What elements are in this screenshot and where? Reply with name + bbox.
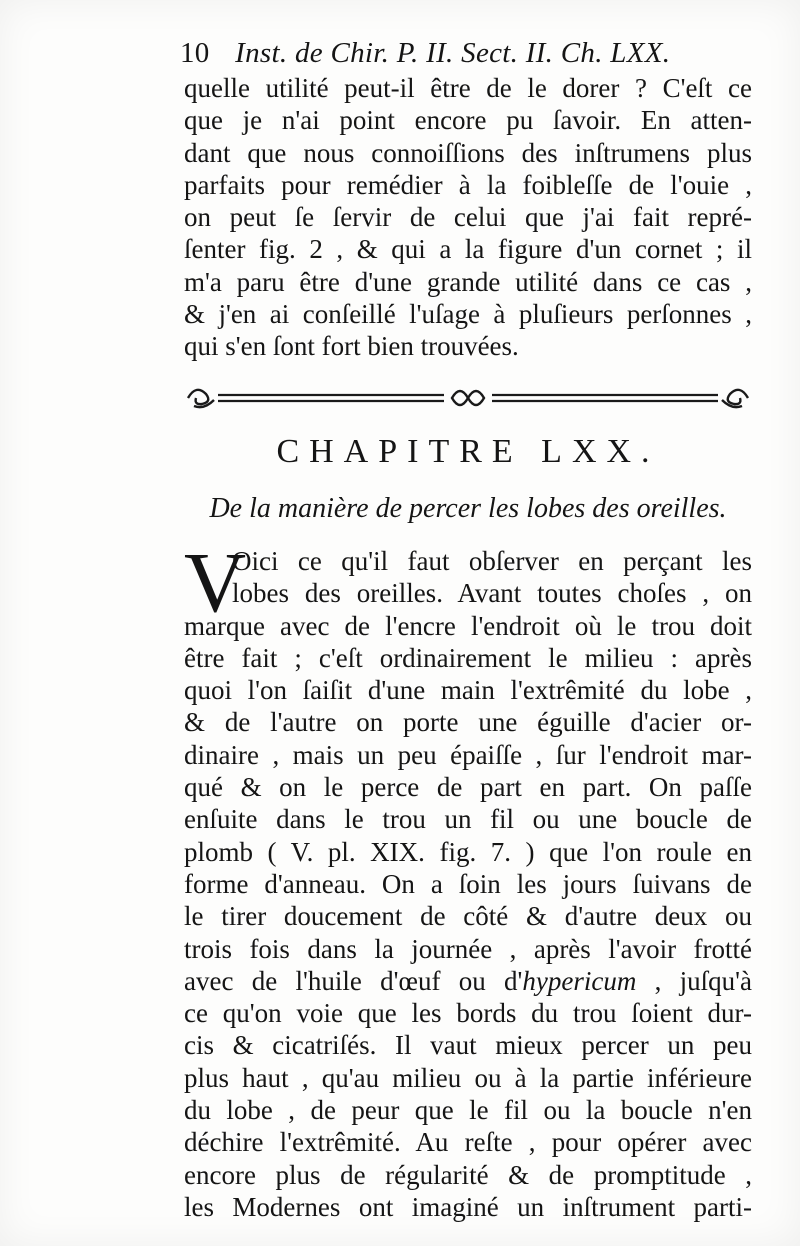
text-line: trois fois dans la journée , après l'avoir frotté bbox=[184, 933, 752, 964]
text-line: plus haut , qu'au milieu ou à la partie inférieure bbox=[184, 1062, 752, 1093]
text-line: ce qu'on voie que les bords du trou ſoient dur- bbox=[184, 998, 752, 1029]
running-head: Inst. de Chir. P. II. Sect. II. Ch. LXX. bbox=[235, 37, 671, 69]
text-line: forme d'anneau. On a ſoin les jours ſuivans de bbox=[184, 868, 752, 899]
text-line: être fait ; c'eſt ordinairement le milieu : après bbox=[184, 642, 752, 673]
text-line: marque avec de l'encre l'endroit où le trou doit bbox=[184, 610, 752, 641]
text-line: encore plus de régularité & de promptitude , bbox=[184, 1159, 752, 1190]
text-line: quelle utilité peut-il être de le dorer ? C'eſt ce bbox=[184, 73, 752, 103]
text-line: dant que nous connoiſſions des inſtrumens plus bbox=[184, 137, 752, 168]
text-line: ſenter fig. 2 , & qui a la figure d'un cornet ; il bbox=[184, 234, 752, 265]
text-line: qué & on le perce de part en part. On paſſe bbox=[184, 772, 752, 803]
text-line: quoi l'on ſaiſit d'une main l'extrêmité du lobe , bbox=[184, 675, 752, 706]
text-line: déchire l'extrêmité. Au reſte , pour opérer avec bbox=[184, 1127, 752, 1158]
text-line: m'a paru être d'une grande utilité dans ce cas , bbox=[184, 266, 752, 297]
chapter-title: CHAPITRE LXX. bbox=[276, 433, 660, 470]
italic-term: hypericum bbox=[522, 965, 637, 996]
text-line: plomb ( V. pl. XIX. fig. 7. ) que l'on roule en bbox=[184, 836, 752, 867]
text-line: le tirer doucement de côté & d'autre deux ou bbox=[184, 901, 752, 932]
text-line: Oici ce qu'il faut obſerver en perçant les bbox=[232, 546, 752, 576]
text-line: dinaire , mais un peu épaiſſe , ſur l'endroit mar- bbox=[184, 739, 752, 770]
text-line-italic bbox=[184, 965, 752, 997]
text-line: parfaits pour remédier à la foibleſſe de l'ouie , bbox=[184, 169, 752, 200]
text-line: cis & cicatriſés. Il vaut mieux percer un peu bbox=[184, 1030, 752, 1061]
drop-cap: V bbox=[184, 534, 247, 630]
text-segment: , juſqu'à bbox=[636, 965, 752, 996]
running-header bbox=[180, 36, 745, 70]
text-line: enſuite dans le trou un fil ou une boucle de bbox=[184, 804, 752, 835]
top-paragraph bbox=[184, 72, 752, 363]
text-line: les Modernes ont imaginé un inſtrument parti- bbox=[184, 1191, 752, 1222]
text-line: & de l'autre on porte une éguille d'acier or- bbox=[184, 707, 752, 738]
page-number: 10 bbox=[180, 37, 210, 69]
text-line: que je n'ai point encore pu ſavoir. En atten- bbox=[184, 105, 752, 136]
chapter-body bbox=[184, 534, 752, 1223]
chapter-subtitle: De la manière de percer les lobes des oreilles. bbox=[209, 493, 727, 524]
text-segment: avec de l'huile d'œuf ou d' bbox=[184, 965, 523, 996]
text-line: du lobe , de peur que le fil ou la boucle n'en bbox=[184, 1095, 752, 1126]
text-line: qui s'en ſont fort bien trouvées. bbox=[184, 331, 519, 362]
printer-ornament-rule bbox=[184, 378, 752, 418]
text-line: on peut ſe ſervir de celui que j'ai fait repré- bbox=[184, 202, 752, 233]
text-line: & j'en ai conſeillé l'uſage à pluſieurs perſonnes , bbox=[184, 299, 752, 330]
text-line: lobes des oreilles. Avant toutes choſes , on bbox=[232, 578, 752, 609]
